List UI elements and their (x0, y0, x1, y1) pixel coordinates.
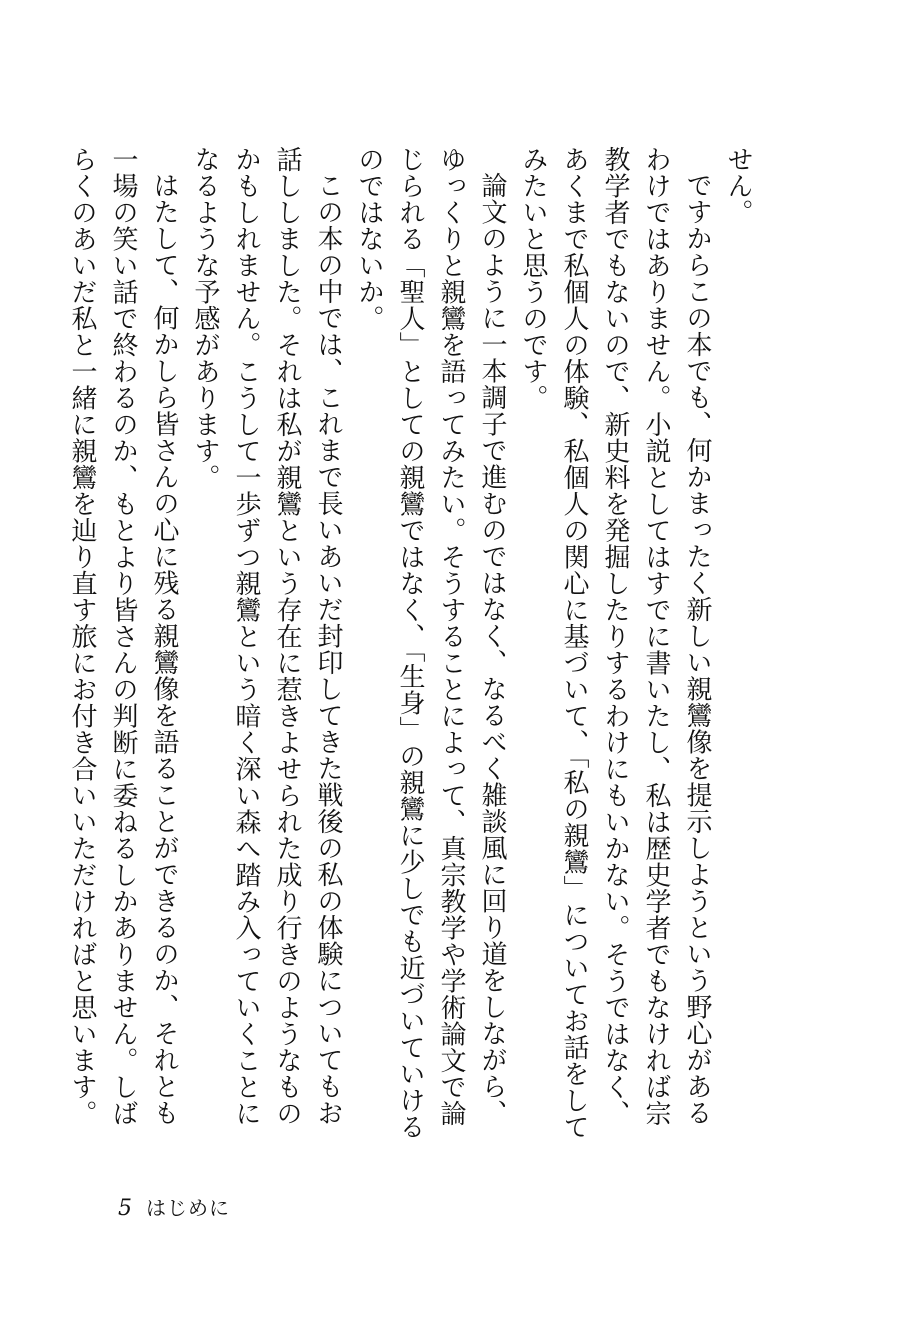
paragraph-3: 論文のように一本調子で進むのではなく、なるべく雑談風に回り道をしながら、ゆっくりと親鸞を語ってみたい。そうすることによって、真宗教学や学術論文で論じられる「聖人」としての親鸞ではなく、「生身」の親鸞に少しでも近づいていけるのではないか。 (354, 146, 507, 1140)
section-title: はじめに (146, 1196, 230, 1220)
paragraph-5: はたして、何かしら皆さんの心に残る親鸞像を語ることができるのか、それとも一場の笑い話で終わるのか、もとより皆さんの判断に委ねるしかありません。しばらくのあいだ私と一緒に親鸞を辿り直す旅にお付き合いいただければと思います。 (67, 146, 179, 1127)
paragraph-1: せん。 (723, 146, 753, 226)
paragraph-2: ですからこの本でも、何かまったく新しい親鸞像を提示しようという野心があるわけではありません。小説としてはすでに書いたし、私は歴史学者でもなければ宗教学者でもないので、新史料を発掘したりするわけにもいかない。そうではなく、あくまで私個人の体験、私個人の関心に基づいて、「私の親鸞」についてお話をしてみたいと思うのです。 (518, 146, 712, 1140)
paragraph-4: この本の中では、これまで長いあいだ封印してきた戦後の私の体験についてもお話ししました。それは私が親鸞という存在に惹きよせられた成り行きのようなものかもしれません。こうして一歩ずつ親鸞という暗く深い森へ踏み入っていくことになるような予感があります。 (190, 146, 343, 1127)
page-footer (118, 1192, 230, 1221)
body-text (61, 146, 758, 1146)
page-number: 5 (118, 1196, 132, 1221)
